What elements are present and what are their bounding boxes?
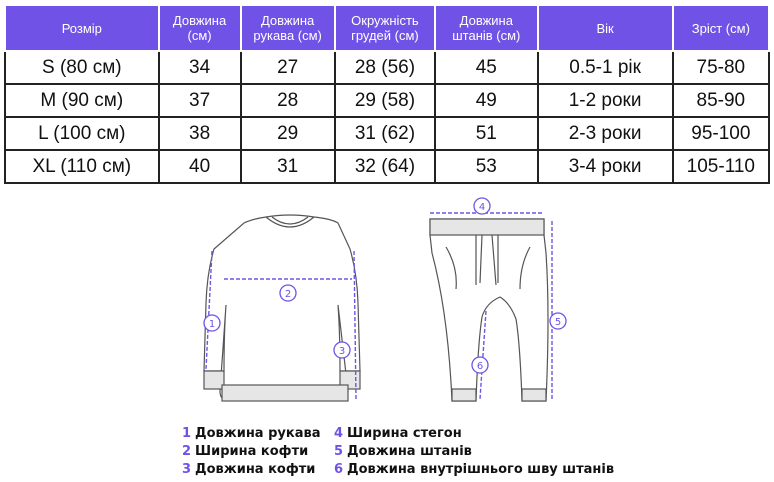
- cell-height: 85-90: [673, 84, 769, 117]
- svg-text:3: 3: [338, 346, 346, 357]
- cell-length: 40: [159, 150, 241, 183]
- cell-sleeve-length: 27: [241, 51, 335, 84]
- cell-sleeve-length: 31: [241, 150, 335, 183]
- cell-chest: 29 (58): [335, 84, 435, 117]
- cell-size: XL (110 см): [5, 150, 159, 183]
- cell-age: 2-3 роки: [538, 117, 673, 150]
- measurement-legend: [182, 425, 742, 479]
- header-chest: Окружність грудей (см): [335, 5, 435, 51]
- sweatshirt-illustration: [204, 215, 360, 401]
- cell-size: L (100 см): [5, 117, 159, 150]
- size-table: [4, 4, 770, 184]
- cell-age: 0.5-1 рік: [538, 51, 673, 84]
- marker-2: [280, 285, 296, 301]
- svg-text:6: 6: [476, 361, 484, 372]
- legend-item: 4 Ширина стегон: [334, 426, 462, 441]
- table-row: [5, 150, 769, 183]
- marker-1: [204, 315, 220, 331]
- legend-item: 6 Довжина внутрішнього шву штанів: [334, 462, 615, 477]
- cell-height: 75-80: [673, 51, 769, 84]
- cell-age: 3-4 роки: [538, 150, 673, 183]
- measurement-lines: [206, 213, 552, 399]
- header-pants-length: Довжина штанів (см): [435, 5, 537, 51]
- table-row: [5, 117, 769, 150]
- legend-item: 3 Довжина кофти: [182, 462, 316, 477]
- cell-pants-length: 51: [435, 117, 537, 150]
- cell-size: S (80 см): [5, 51, 159, 84]
- cell-height: 95-100: [673, 117, 769, 150]
- garment-diagram: [180, 193, 600, 423]
- table-row: [5, 84, 769, 117]
- cell-length: 34: [159, 51, 241, 84]
- svg-text:2: 2: [284, 289, 292, 300]
- cell-chest: 31 (62): [335, 117, 435, 150]
- cell-pants-length: 49: [435, 84, 537, 117]
- header-height: Зріст (см): [673, 5, 769, 51]
- cell-height: 105-110: [673, 150, 769, 183]
- table-header-row: [5, 5, 769, 51]
- cell-size: M (90 см): [5, 84, 159, 117]
- legend-item: 1 Довжина рукава: [182, 426, 321, 441]
- header-length: Довжина (см): [159, 5, 241, 51]
- marker-6: [472, 357, 488, 373]
- cell-sleeve-length: 29: [241, 117, 335, 150]
- svg-text:4: 4: [478, 202, 486, 213]
- marker-3: [334, 342, 350, 358]
- legend-item: 5 Довжина штанів: [334, 444, 472, 459]
- table-row: [5, 51, 769, 84]
- cell-chest: 28 (56): [335, 51, 435, 84]
- header-sleeve-length: Довжина рукава (см): [241, 5, 335, 51]
- svg-text:5: 5: [554, 317, 562, 328]
- header-age: Вік: [538, 5, 673, 51]
- cell-age: 1-2 роки: [538, 84, 673, 117]
- marker-5: [550, 313, 566, 329]
- cell-length: 38: [159, 117, 241, 150]
- cell-chest: 32 (64): [335, 150, 435, 183]
- cell-length: 37: [159, 84, 241, 117]
- pants-illustration: [430, 219, 548, 401]
- cell-pants-length: 53: [435, 150, 537, 183]
- header-size: Розмір: [5, 5, 159, 51]
- marker-4: [474, 198, 490, 214]
- cell-sleeve-length: 28: [241, 84, 335, 117]
- cell-pants-length: 45: [435, 51, 537, 84]
- svg-text:1: 1: [208, 319, 216, 330]
- legend-item: 2 Ширина кофти: [182, 444, 309, 459]
